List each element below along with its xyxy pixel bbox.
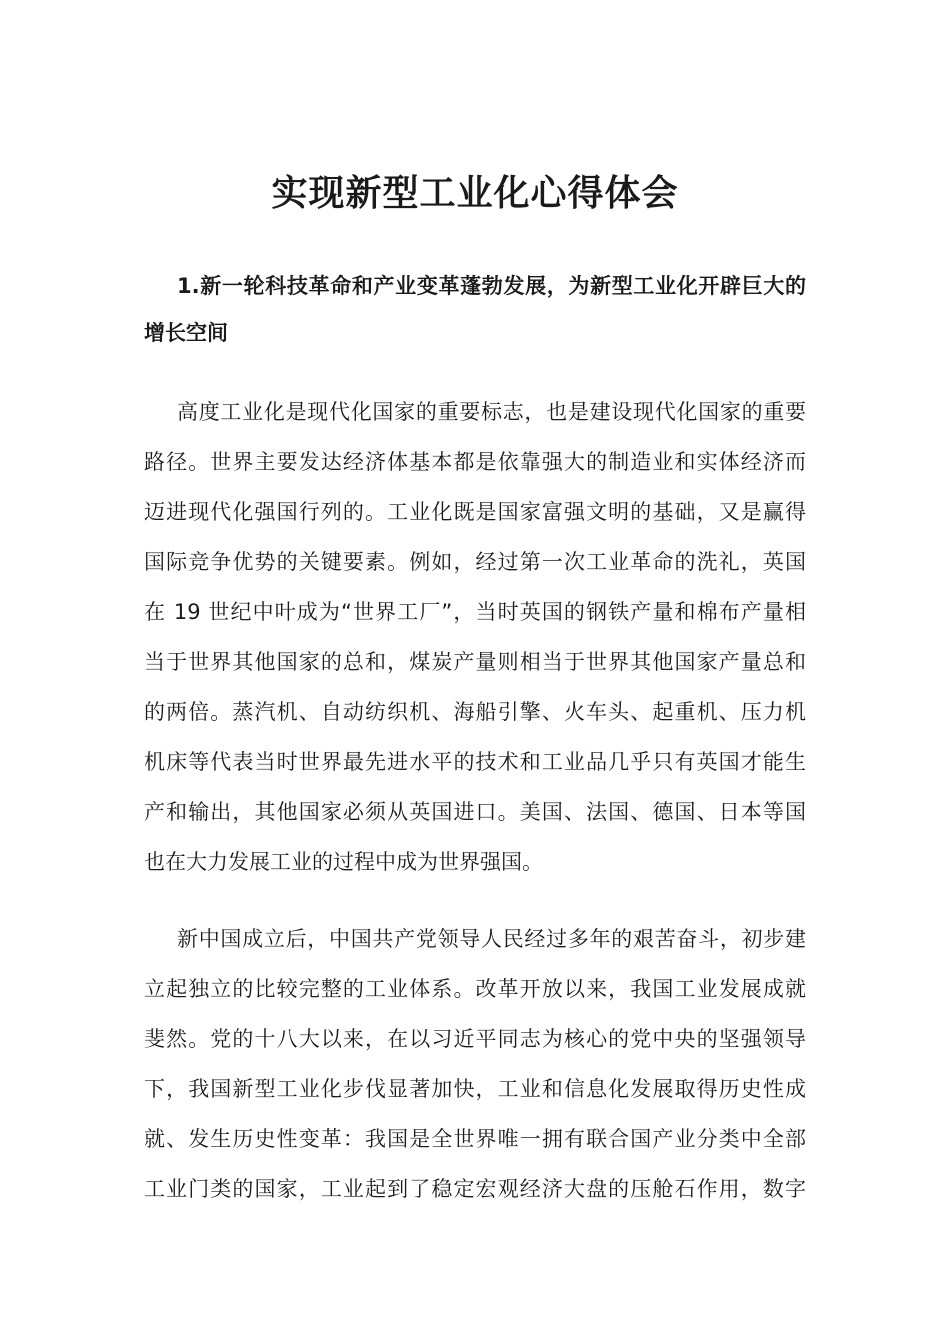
paragraph-line: 迈进现代化强国行列的。工业化既是国家富强文明的基础，又是赢得: [144, 500, 806, 524]
paragraph-line: 斐然。党的十八大以来，在以习近平同志为核心的党中央的坚强领导: [144, 1027, 806, 1051]
paragraph-line: 的两倍。蒸汽机、自动纺织机、海船引擎、火车头、起重机、压力机: [144, 700, 806, 724]
paragraph: [144, 387, 806, 887]
paragraph-line: 就、发生历史性变革：我国是全世界唯一拥有联合国产业分类中全部: [144, 1127, 806, 1151]
paragraph-line: 立起独立的比较完整的工业体系。改革开放以来，我国工业发展成就: [144, 977, 806, 1001]
paragraph-line: 当于世界其他国家的总和，煤炭产量则相当于世界其他国家产量总和: [144, 650, 806, 674]
paragraph-line: 产和输出，其他国家必须从英国进口。美国、法国、德国、日本等国: [144, 800, 806, 824]
paragraph-line: 新中国成立后，中国共产党领导人民经过多年的艰苦奋斗，初步建: [177, 927, 806, 951]
document-title: 实现新型工业化心得体会: [271, 173, 679, 214]
section-heading: [144, 263, 806, 357]
paragraph-line: 高度工业化是现代化国家的重要标志，也是建设现代化国家的重要: [177, 400, 806, 424]
paragraph-line: 下，我国新型工业化步伐显著加快，工业和信息化发展取得历史性成: [144, 1077, 806, 1101]
paragraph-line: 工业门类的国家，工业起到了稳定宏观经济大盘的压舱石作用，数字: [144, 1177, 806, 1201]
paragraph-line: 国际竞争优势的关键要素。例如，经过第一次工业革命的洗礼，英国: [144, 550, 806, 574]
paragraph-line: 在 19 世纪中叶成为“世界工厂”，当时英国的钢铁产量和棉布产量相: [144, 600, 806, 624]
section-heading-line: 增长空间: [144, 321, 228, 345]
paragraph-line: 也在大力发展工业的过程中成为世界强国。: [144, 850, 543, 874]
paragraph-line: 路径。世界主要发达经济体基本都是依靠强大的制造业和实体经济而: [144, 450, 806, 474]
paragraph-line: 机床等代表当时世界最先进水平的技术和工业品几乎只有英国才能生: [144, 750, 806, 774]
paragraph: [144, 914, 806, 1214]
section-heading-line: 1.新一轮科技革命和产业变革蓬勃发展，为新型工业化开辟巨大的: [177, 274, 806, 298]
